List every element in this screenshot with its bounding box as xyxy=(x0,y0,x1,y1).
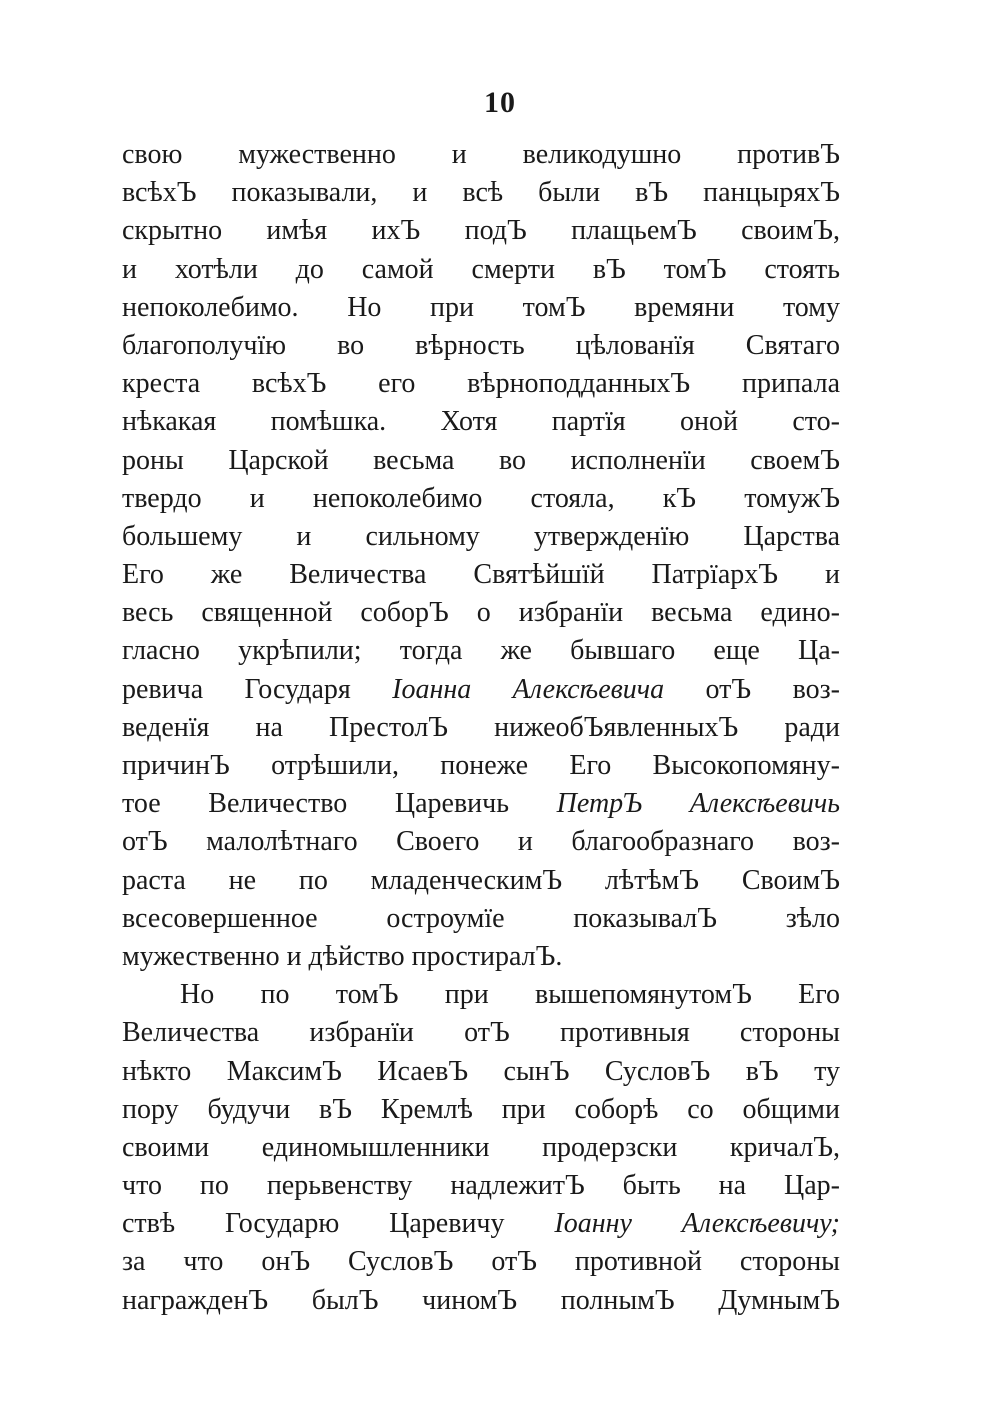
text-line xyxy=(122,174,840,212)
italic-name: Іоанну Алексѣевичу; xyxy=(554,1208,840,1240)
text-segment: весь священной соборЪ о избранїи весьма едино- xyxy=(122,597,840,629)
text-segment: пору будучи вЪ Кремлѣ при соборѣ со общими xyxy=(122,1093,840,1125)
text-line xyxy=(122,823,840,861)
text-line xyxy=(122,1167,840,1205)
text-line xyxy=(122,403,840,441)
text-segment: благополучїю во вѣрность цѣлованїя Святаго xyxy=(122,329,840,361)
text-segment: всесовершенное остроумїе показывалЪ зѣло xyxy=(122,902,840,934)
text-segment: мужественно и дѣйство простиралЪ. xyxy=(122,940,563,972)
text-segment: непоколебимо. Но при томЪ времяни тому xyxy=(122,291,840,323)
text-segment: нѣкто МаксимЪ ИсаевЪ сынЪ СусловЪ вЪ ту xyxy=(122,1055,840,1087)
text-segment: твердо и непоколебимо стояла, кЪ томужЪ xyxy=(122,482,840,514)
italic-name: Іоанна Алексѣевича xyxy=(392,673,665,705)
text-segment: награжденЪ былЪ чиномЪ полнымЪ ДумнымЪ xyxy=(122,1284,840,1316)
text-line xyxy=(122,976,840,1014)
text-line xyxy=(122,251,840,289)
text-line xyxy=(122,1129,840,1167)
text-line xyxy=(122,556,840,594)
text-segment: раста не по младенческимЪ лѣтѣмЪ СвоимЪ xyxy=(122,864,840,896)
text-line xyxy=(122,785,840,823)
text-segment: отЪ малолѣтнаго Своего и благообразнаго воз- xyxy=(122,826,840,858)
text-line xyxy=(122,709,840,747)
text-line xyxy=(122,365,840,403)
text-line xyxy=(122,327,840,365)
text-line xyxy=(122,518,840,556)
text-segment: скрытно имѣя ихЪ подЪ плащьемЪ своимЪ, xyxy=(122,215,840,247)
text-line xyxy=(122,1282,840,1320)
text-segment: нѣкакая помѣшка. Хотя партїя оной сто- xyxy=(122,406,840,438)
text-segment: причинЪ отрѣшили, понеже Его Высокопомяну- xyxy=(122,750,840,781)
text-segment: тое Величество Царевичь xyxy=(122,788,557,820)
text-line xyxy=(122,212,840,250)
text-segment: гласно укрѣпили; тогда же бывшаго еще Ца- xyxy=(122,635,840,667)
text-segment: Величества избранїи отЪ противныя стороны xyxy=(122,1017,840,1049)
text-line xyxy=(122,632,840,670)
page-number: 10 xyxy=(484,86,516,119)
text-segment: роны Царской весьма во исполненїи своемЪ xyxy=(122,444,840,476)
text-segment: креста всѣхЪ его вѣрноподданныхЪ припала xyxy=(122,368,840,400)
text-line xyxy=(122,136,840,174)
text-segment: Его же Величества Святѣйшїй ПатрїархЪ и xyxy=(122,559,840,591)
italic-name: ПетрЪ Алексѣевичь xyxy=(556,788,840,820)
text-line xyxy=(122,938,840,976)
text-segment: ствѣ Государю Царевичу xyxy=(122,1208,555,1240)
text-segment: Но по томЪ при вышепомянутомЪ Его xyxy=(180,979,840,1011)
text-line xyxy=(122,1091,840,1129)
text-segment: всѣхЪ показывали, и всѣ были вЪ панцыряхЪ xyxy=(122,177,840,209)
text-segment: свою мужественно и великодушно противЪ xyxy=(122,139,840,170)
text-line xyxy=(122,1205,840,1243)
text-line xyxy=(122,900,840,938)
text-segment: своими единомышленники продерзски кричалЪ, xyxy=(122,1131,840,1163)
text-segment: большему и сильному утвержденїю Царства xyxy=(122,520,840,552)
text-segment: что по перьвенству надлежитЪ быть на Цар- xyxy=(122,1170,840,1202)
text-line xyxy=(122,1014,840,1052)
text-line xyxy=(122,747,840,785)
text-line xyxy=(122,1243,840,1281)
text-line xyxy=(122,480,840,518)
text-line xyxy=(122,442,840,480)
body-text xyxy=(122,136,840,1320)
text-line xyxy=(122,862,840,900)
text-line xyxy=(122,594,840,632)
text-segment: веденїя на ПрестолЪ нижеобЪявленныхЪ ради xyxy=(122,711,840,743)
text-segment: ревича Государя xyxy=(122,673,393,705)
text-line xyxy=(122,1053,840,1091)
text-segment: и хотѣли до самой смерти вЪ томЪ стоять xyxy=(122,253,840,285)
text-segment: отЪ воз- xyxy=(664,673,840,705)
text-line xyxy=(122,671,840,709)
text-line xyxy=(122,289,840,327)
text-segment: за что онЪ СусловЪ отЪ противной стороны xyxy=(122,1246,840,1278)
